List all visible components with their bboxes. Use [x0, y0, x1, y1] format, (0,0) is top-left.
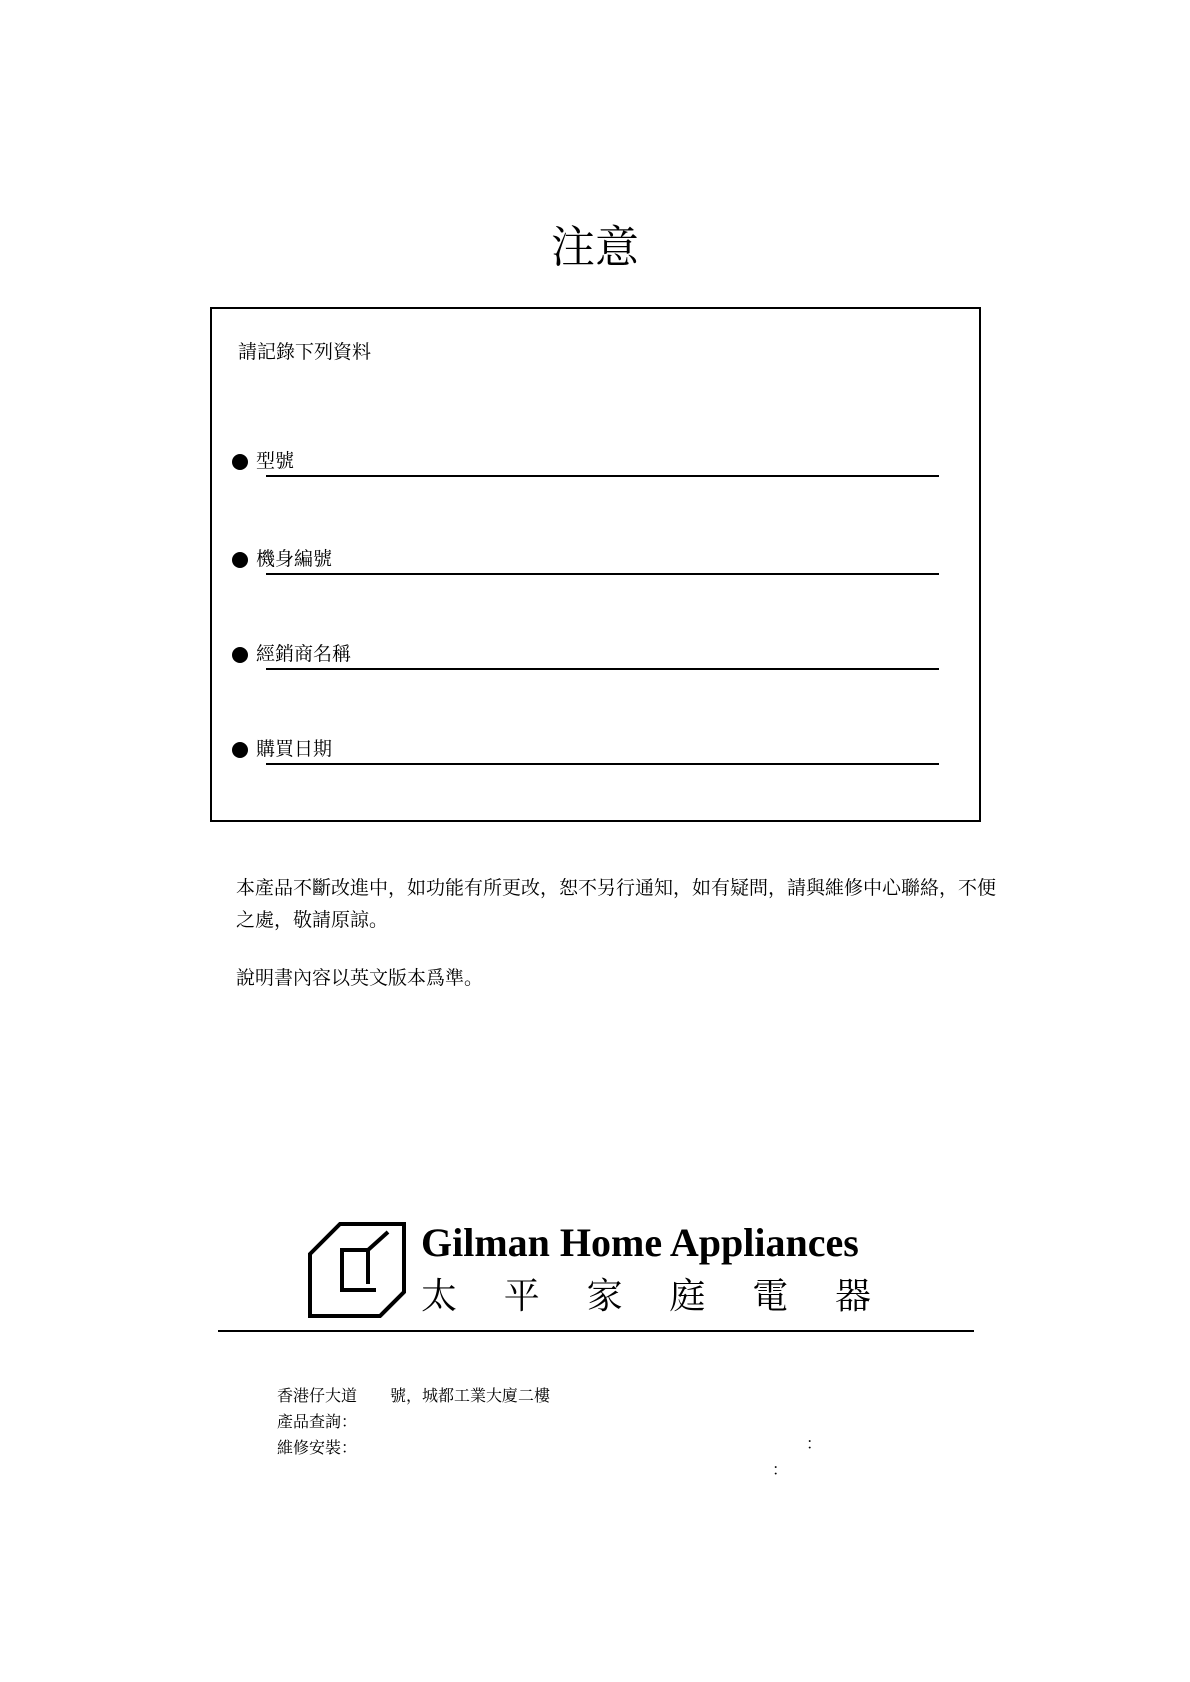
- footer-colon: ：: [772, 1460, 789, 1479]
- field-label: 機身編號: [256, 548, 333, 570]
- record-info-box: [210, 307, 981, 822]
- brand-divider: [218, 1330, 974, 1332]
- brand-name-chinese: [421, 1275, 871, 1319]
- bullet-icon: [232, 454, 248, 470]
- brand-char: 器: [834, 1276, 871, 1317]
- field-fill-line: [266, 573, 939, 575]
- bullet-icon: [232, 552, 248, 568]
- gilman-logo-icon: [308, 1222, 406, 1318]
- field-model: [212, 442, 979, 482]
- field-serial-number: [212, 540, 979, 580]
- brand-char: 太: [421, 1276, 458, 1317]
- field-fill-line: [266, 668, 939, 670]
- brand-char: 電: [752, 1276, 789, 1317]
- notice-english-version: 說明書內容以英文版本爲準。: [236, 967, 484, 989]
- brand-char: 平: [503, 1276, 540, 1317]
- product-enquiry-label: 產品查詢：: [277, 1412, 358, 1431]
- footer-colon: ：: [806, 1434, 823, 1453]
- brand-name-english: Gilman Home Appliances: [421, 1220, 859, 1265]
- address-part-2: 號，城都工業大廈二樓: [390, 1386, 551, 1405]
- service-installation-label: 維修安裝：: [277, 1438, 358, 1457]
- field-dealer-name: [212, 635, 979, 675]
- field-label: 經銷商名稱: [256, 643, 352, 665]
- bullet-icon: [232, 742, 248, 758]
- record-box-heading: 請記錄下列資料: [238, 341, 372, 363]
- field-fill-line: [266, 475, 939, 477]
- field-fill-line: [266, 763, 939, 765]
- bullet-icon: [232, 647, 248, 663]
- field-label: 購買日期: [256, 738, 333, 760]
- address-part-1: 香港仔大道: [277, 1386, 358, 1405]
- brand-char: 庭: [669, 1276, 706, 1317]
- field-purchase-date: [212, 730, 979, 770]
- brand-char: 家: [586, 1276, 623, 1317]
- notice-product-improvement: 本產品不斷改進中，如功能有所更改，恕不另行通知，如有疑問，請與維修中心聯絡，不便之處，敬請原諒。: [236, 877, 997, 931]
- field-label: 型號: [256, 450, 295, 472]
- page-title: 注意: [551, 222, 639, 273]
